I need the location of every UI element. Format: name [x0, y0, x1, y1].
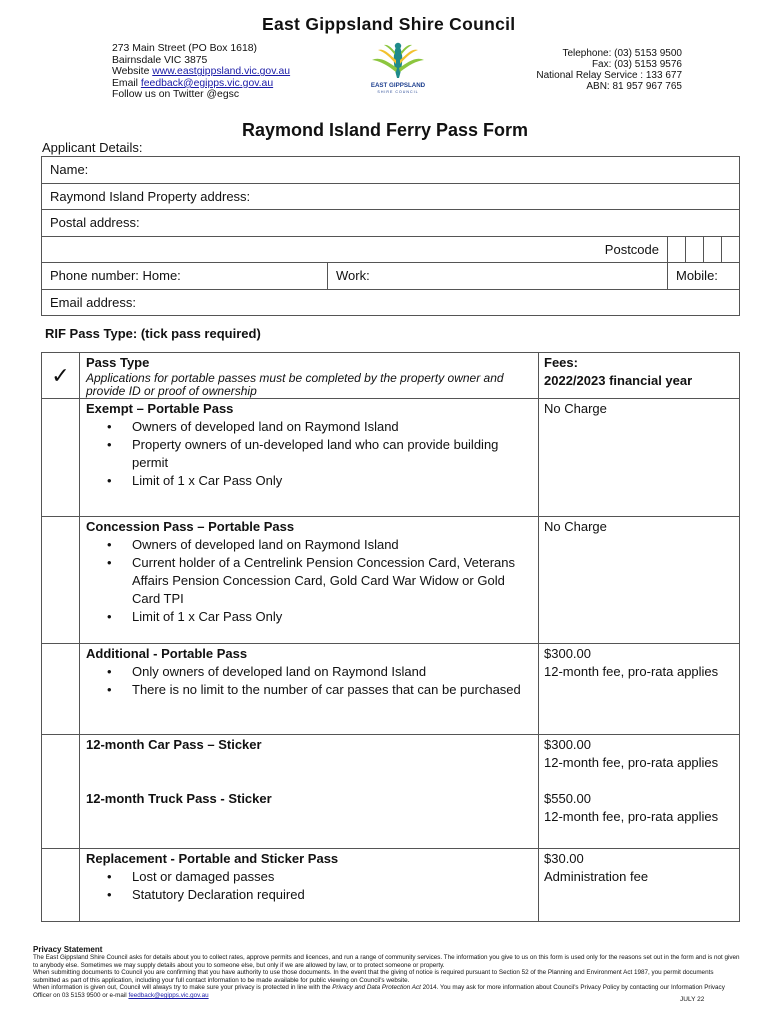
privacy-p3-part-a: When information is given out, Council will always try to make sure your privacy is protected in line with the	[33, 984, 333, 992]
telephone: Telephone: (03) 5153 9500	[562, 48, 682, 59]
pass-title: Exempt – Portable Pass	[86, 401, 234, 416]
tick-box[interactable]	[42, 517, 80, 644]
pass-type-heading: RIF Pass Type: (tick pass required)	[45, 326, 261, 341]
website-label: Website	[112, 66, 153, 78]
privacy-paragraph-2: When submitting documents to Council you are confirming that you have authority to use those documents. In the event that the giving of notice is required pursuant to Section 52 of the Planning and Environment Act 1987, you permit documents submitted as part of this application, including your full contact information to be made available for public viewing on Council's website.	[33, 969, 714, 984]
pass-criterion: • Statutory Declaration required	[86, 886, 534, 904]
tick-box[interactable]	[42, 849, 80, 922]
pass-fee: No Charge	[539, 517, 740, 644]
pass-fee: No Charge	[539, 399, 740, 517]
property-address-field[interactable]: Raymond Island Property address:	[42, 183, 740, 210]
pass-criterion: • There is no limit to the number of car passes that can be purchased	[86, 681, 534, 699]
privacy-email-link[interactable]: feedback@egipps.vic.gov.au	[128, 991, 209, 999]
pass-fee-note: Administration fee	[544, 869, 649, 884]
pass-criteria-list	[86, 418, 534, 490]
pass-type-header-title: Pass Type	[86, 355, 150, 370]
applicant-details-table	[41, 156, 740, 316]
tick-box[interactable]	[42, 399, 80, 517]
applicant-details-label: Applicant Details:	[42, 140, 143, 155]
pass-title: 12-month Truck Pass - Sticker	[86, 790, 272, 806]
tick-header-icon: ✓	[42, 353, 80, 399]
pass-row-truck-sticker	[42, 789, 740, 849]
pass-row-replacement	[42, 849, 740, 922]
tick-box[interactable]	[42, 735, 80, 789]
phone-home-field[interactable]: Phone number: Home:	[42, 263, 328, 290]
pass-criterion: • Owners of developed land on Raymond Island	[86, 536, 534, 554]
pass-row-exempt	[42, 399, 740, 517]
postcode-digit-box[interactable]	[704, 236, 722, 263]
pass-fee: $30.00	[544, 851, 584, 866]
postcode-digit-box[interactable]	[668, 236, 686, 263]
privacy-paragraph-1: The East Gippsland Shire Council asks for details about you to collect rates, approve permits and licences, and run a range of community services. The information you give to us on this form is used only for the reasons set out in the form and is not given to anybody else. Sometimes we may supply details about you to someone else, but only if we are allowed by law, or to protect someone or property.	[33, 954, 740, 969]
tick-box[interactable]	[42, 789, 80, 849]
pass-type-header-note: Applications for portable passes must be completed by the property owner and provide ID or proof of ownership	[86, 371, 504, 398]
fees-header	[539, 353, 740, 399]
abn: ABN: 81 957 967 765	[586, 81, 682, 92]
email-label: Email	[112, 77, 141, 89]
council-name: East Gippsland Shire Council	[262, 14, 516, 34]
pass-row-additional	[42, 644, 740, 735]
pass-row-concession	[42, 517, 740, 644]
twitter-line: Follow us on Twitter @egsc	[112, 89, 240, 101]
postcode-digit-box[interactable]	[722, 236, 740, 263]
email-address-field[interactable]: Email address:	[42, 289, 740, 316]
form-date: JULY 22	[680, 996, 705, 1003]
address-line-2: Bairnsdale VIC 3875	[112, 54, 208, 66]
postcode-digit-box[interactable]	[686, 236, 704, 263]
pass-fee: $550.00	[544, 790, 591, 806]
contact-block	[536, 48, 682, 92]
logo-subtext: SHIRE COUNCIL	[377, 90, 419, 94]
council-logo	[362, 38, 434, 98]
fax: Fax: (03) 5153 9576	[591, 59, 682, 70]
pass-type-header	[80, 353, 539, 399]
pass-fee: $300.00	[544, 737, 591, 752]
pass-title: Additional - Portable Pass	[86, 646, 248, 661]
privacy-heading: Privacy Statement	[33, 945, 103, 954]
pass-fee-note: 12-month fee, pro-rata applies	[544, 755, 719, 770]
pass-fee-note: 12-month fee, pro-rata applies	[544, 808, 719, 824]
pass-criterion: • Limit of 1 x Car Pass Only	[86, 472, 534, 490]
relay-service: National Relay Service : 133 677	[536, 70, 682, 81]
pass-fee: $300.00	[544, 646, 591, 661]
name-field[interactable]: Name:	[42, 157, 740, 184]
phone-mobile-field[interactable]: Mobile:	[668, 263, 740, 290]
privacy-act-name: Privacy and Data Protection Act	[332, 984, 421, 992]
email-link[interactable]: feedback@egipps.vic.gov.au	[140, 77, 274, 89]
pass-criteria-list	[86, 868, 534, 904]
pass-criterion: • Lost or damaged passes	[86, 868, 534, 886]
council-address-block	[112, 43, 290, 101]
pass-fee-note: 12-month fee, pro-rata applies	[544, 664, 719, 679]
email-line	[112, 78, 290, 90]
website-line	[112, 66, 290, 78]
pass-criterion: • Owners of developed land on Raymond Island	[86, 418, 534, 436]
pass-title: Replacement - Portable and Sticker Pass	[86, 851, 339, 866]
fees-header-title: Fees:	[544, 355, 578, 370]
website-link[interactable]: www.eastgippsland.vic.gov.au	[152, 66, 291, 78]
pass-criteria-list	[86, 663, 534, 699]
address-line-1: 273 Main Street (PO Box 1618)	[112, 43, 257, 54]
privacy-statement	[33, 945, 740, 1000]
privacy-p3-part-b: 2014. You may ask for more information about Council's Privacy Policy by contacting our Information Privacy Officer on 03 5153 9500 or e-mail	[33, 984, 725, 999]
phone-work-field[interactable]: Work:	[328, 263, 668, 290]
pass-row-car-sticker	[42, 735, 740, 789]
pass-criterion: • Limit of 1 x Car Pass Only	[86, 608, 534, 626]
pass-criteria-list	[86, 536, 534, 626]
pass-title: 12-month Car Pass – Sticker	[86, 737, 262, 752]
tick-box[interactable]	[42, 644, 80, 735]
postal-address-field[interactable]: Postal address:	[42, 210, 740, 237]
fees-header-year: 2022/2023 financial year	[544, 373, 693, 388]
council-logo-icon	[362, 38, 434, 98]
postcode-label: Postcode	[42, 236, 668, 263]
form-title: Raymond Island Ferry Pass Form	[241, 120, 529, 140]
pass-criterion: • Only owners of developed land on Raymond Island	[86, 663, 534, 681]
logo-text: EAST GIPPSLAND	[370, 82, 426, 89]
pass-criterion: • Current holder of a Centrelink Pension Concession Card, Veterans Affairs Pension Concession Card, Gold Card War Widow or Gold Card TPI	[86, 554, 534, 608]
pass-type-table	[41, 352, 740, 922]
pass-criterion: • Property owners of un-developed land who can provide building permit	[86, 436, 534, 472]
privacy-paragraph-3	[33, 984, 740, 999]
pass-title: Concession Pass – Portable Pass	[86, 519, 295, 534]
